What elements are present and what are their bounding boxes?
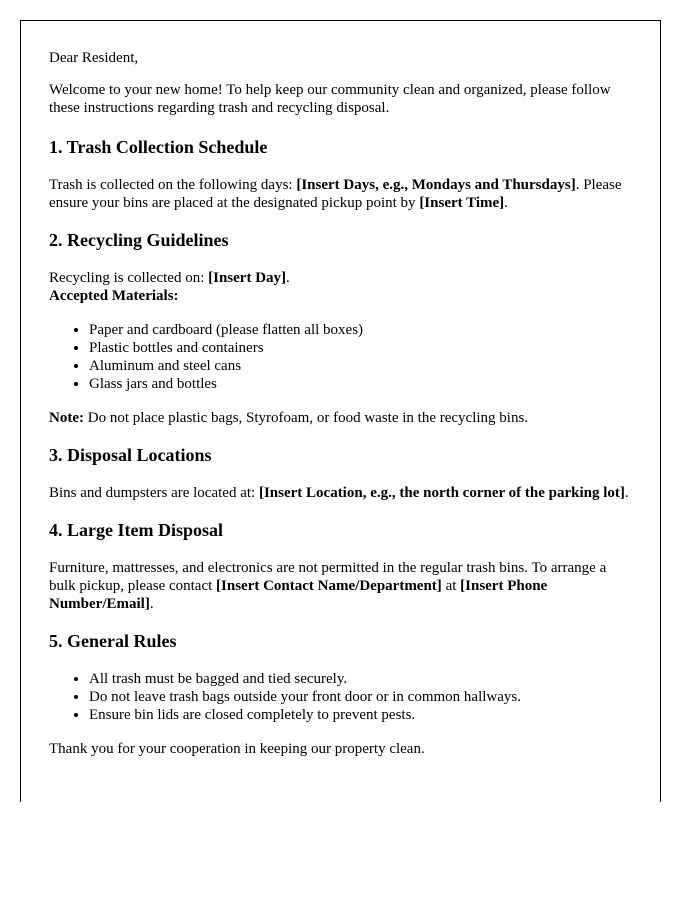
recycling-day-placeholder: [Insert Day]: [208, 270, 287, 286]
section-heading-disposal-locations: 3. Disposal Locations: [49, 445, 212, 465]
locations-paragraph: [49, 484, 632, 502]
recycling-text-2: .: [286, 270, 290, 286]
note-text: Do not place plastic bags, Styrofoam, or food waste in the recycling bins.: [83, 410, 529, 426]
list-item: • Ensure bin lids are closed completely to prevent pests.: [89, 706, 632, 724]
trash-text-3: .: [504, 195, 508, 211]
rules-list: [49, 670, 632, 724]
trash-time-placeholder: [Insert Time]: [419, 195, 505, 211]
recycling-day-paragraph: [49, 269, 632, 287]
location-placeholder: [Insert Location, e.g., the north corner of the parking lot]: [258, 485, 625, 501]
section-heading-large-item-disposal: 4. Large Item Disposal: [49, 520, 223, 540]
closing-paragraph: Thank you for your cooperation in keeping our property clean.: [49, 741, 425, 757]
section-heading-trash-schedule: 1. Trash Collection Schedule: [49, 137, 268, 157]
section-heading-recycling: 2. Recycling Guidelines: [49, 230, 229, 250]
large-items-paragraph: [49, 559, 632, 613]
locations-text-1: Bins and dumpsters are located at:: [49, 485, 259, 501]
accepted-materials-label: Accepted Materials:: [49, 288, 179, 304]
intro-paragraph: Welcome to your new home! To help keep our community clean and organized, please follow these instructions regarding trash and recycling disposal.: [49, 82, 611, 116]
phone-placeholder: [Insert Phone Number/Email]: [49, 578, 548, 612]
large-items-text-1: Furniture, mattresses, and electronics are not permitted in the regular trash bins. To arrange a bulk pickup, please contact: [49, 560, 607, 594]
trash-schedule-paragraph: [49, 176, 632, 212]
materials-list: [49, 321, 632, 393]
list-item: • Paper and cardboard (please flatten all boxes): [89, 321, 632, 339]
recycling-text-1: Recycling is collected on:: [49, 270, 209, 286]
contact-placeholder: [Insert Contact Name/Department]: [216, 578, 442, 594]
large-items-text-2: at: [441, 578, 461, 594]
greeting: Dear Resident,: [49, 50, 139, 66]
trash-text-1: Trash is collected on the following days:: [49, 177, 297, 193]
list-item: • All trash must be bagged and tied securely.: [89, 670, 632, 688]
recycling-note: [49, 409, 632, 427]
trash-days-placeholder: [Insert Days, e.g., Mondays and Thursdays]: [296, 177, 576, 193]
trash-text-2: . Please ensure your bins are placed at the designated pickup point by: [49, 177, 622, 211]
section-heading-general-rules: 5. General Rules: [49, 631, 177, 651]
list-item: • Plastic bottles and containers: [89, 339, 632, 357]
note-label: Note:: [49, 410, 84, 426]
large-items-text-3: .: [149, 596, 154, 612]
locations-text-2: .: [624, 485, 629, 501]
letter-document: [20, 20, 661, 802]
list-item: • Do not leave trash bags outside your front door or in common hallways.: [89, 688, 632, 706]
list-item: • Glass jars and bottles: [89, 375, 632, 393]
list-item: • Aluminum and steel cans: [89, 357, 632, 375]
